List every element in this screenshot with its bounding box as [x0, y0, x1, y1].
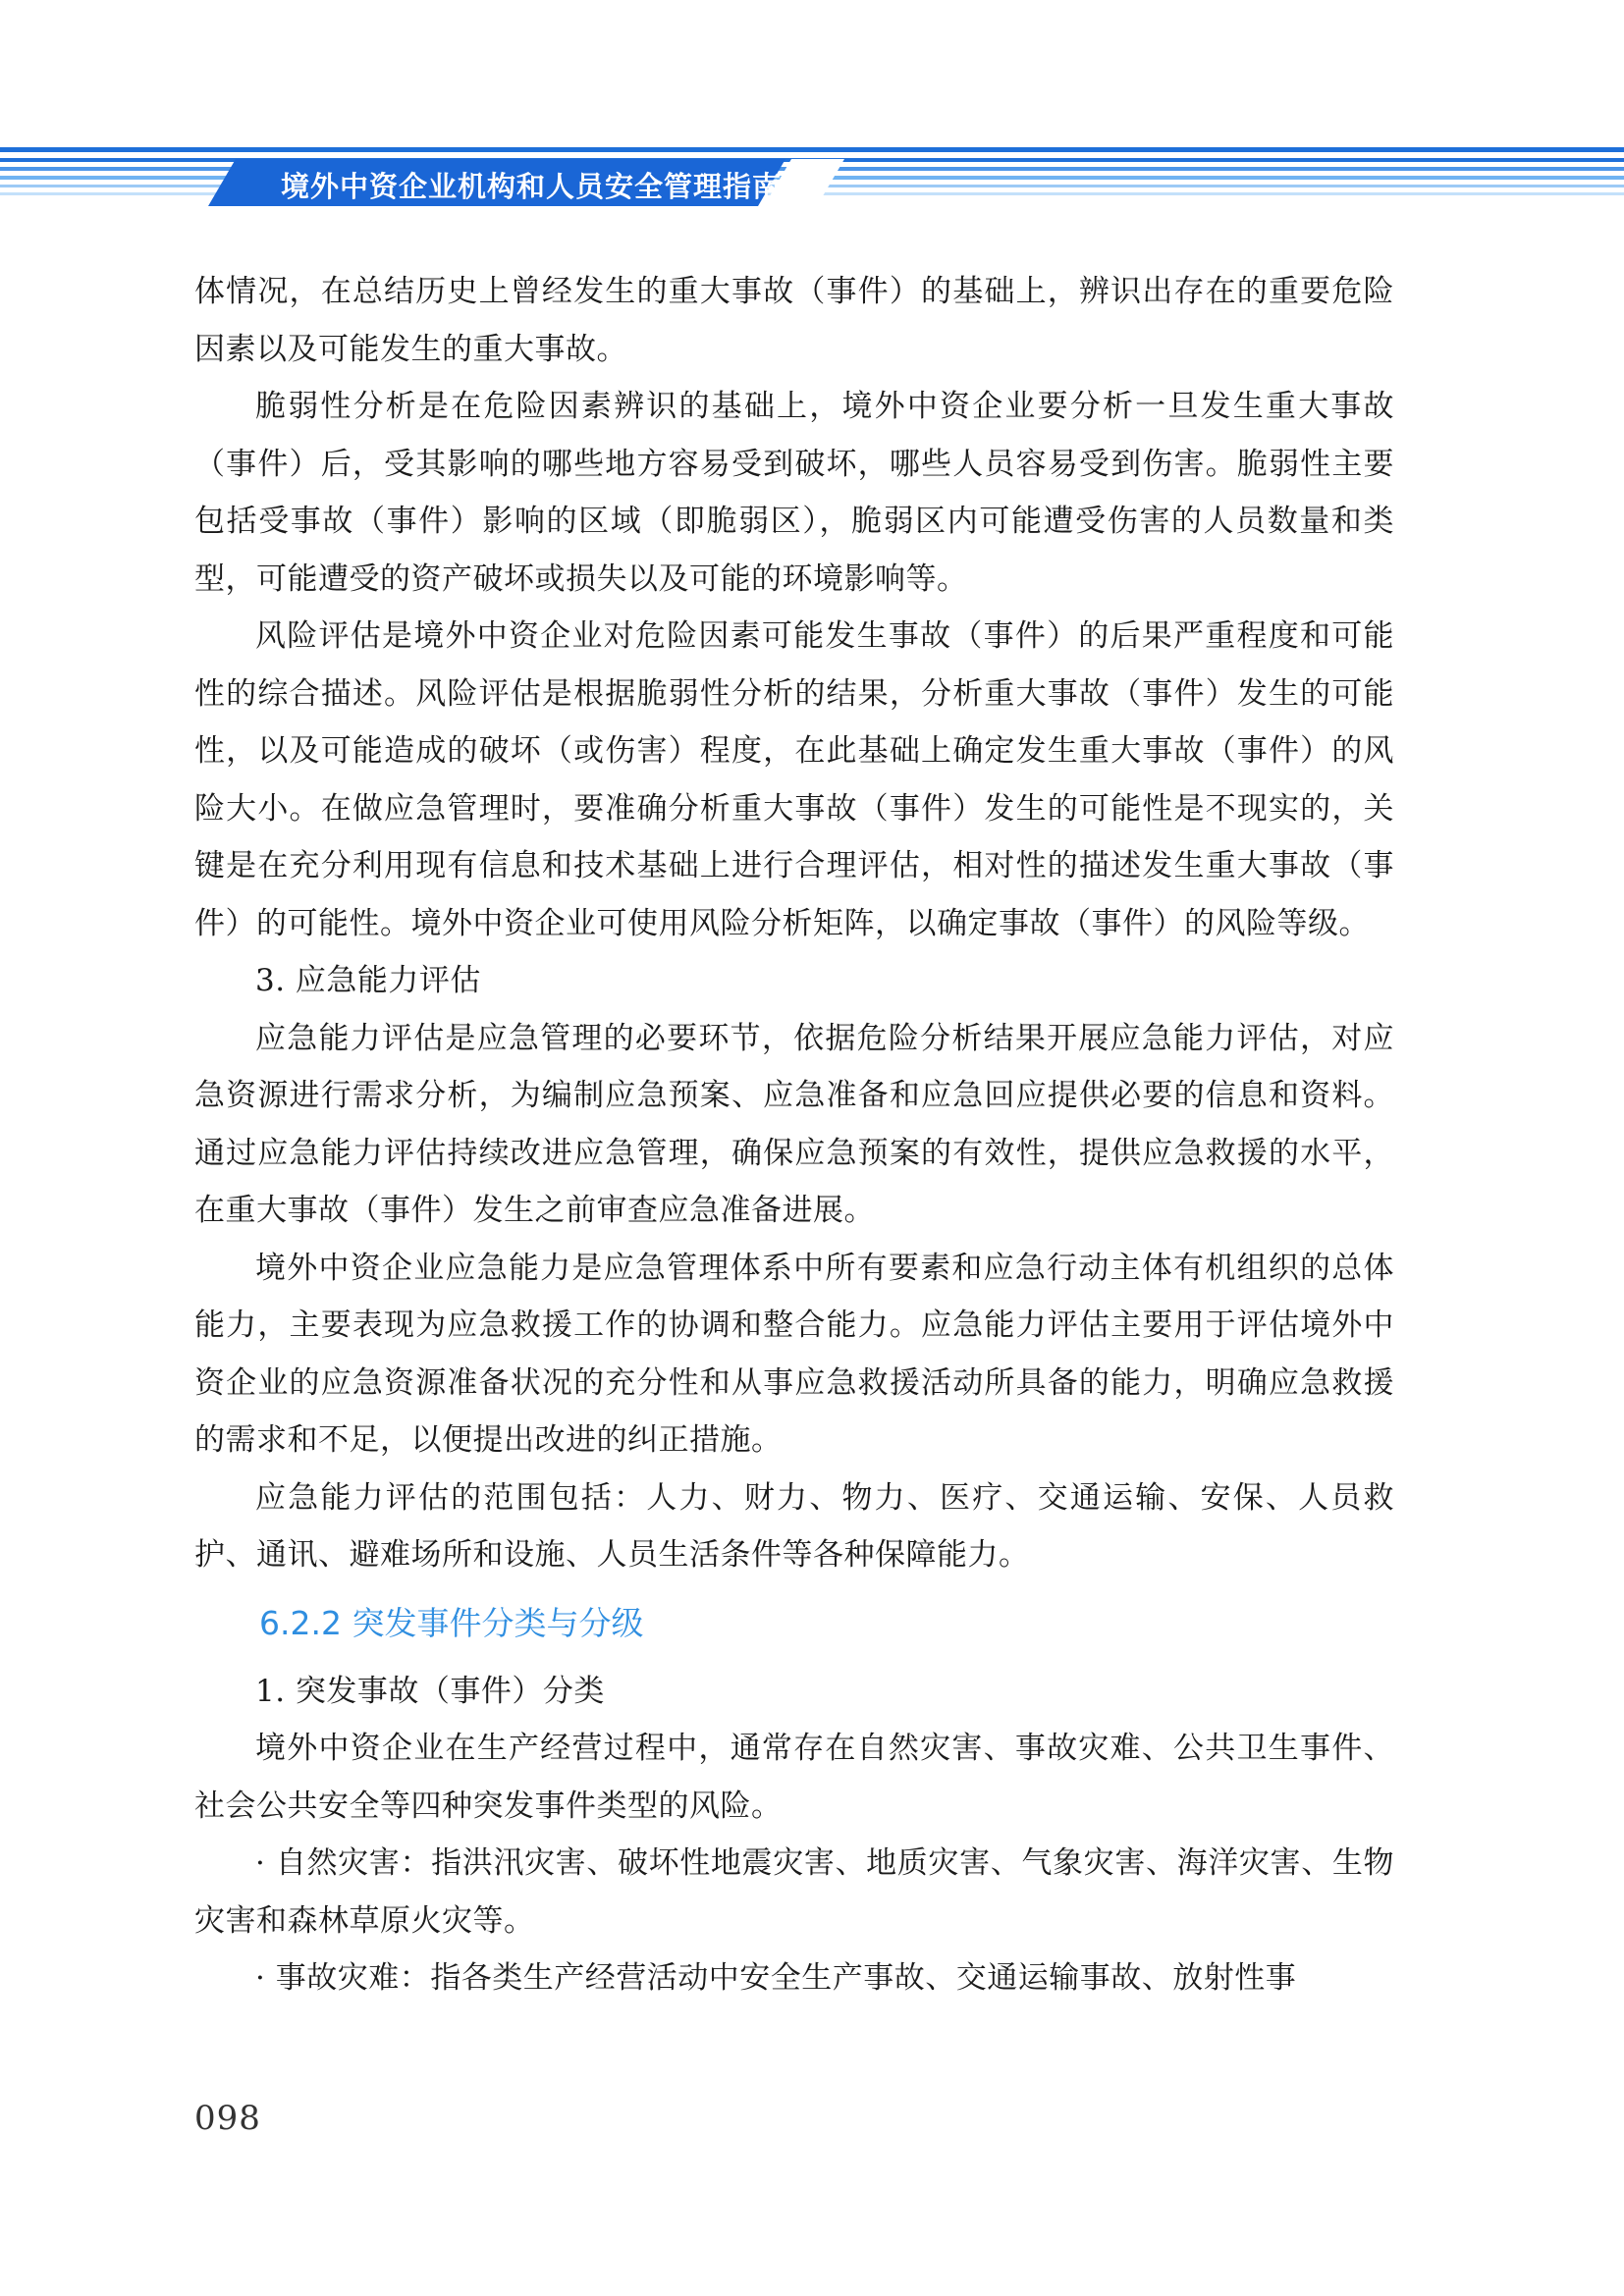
- paragraph: 境外中资企业在生产经营过程中，通常存在自然灾害、事故灾难、公共卫生事件、社会公共安全等四种突发事件类型的风险。: [194, 1731, 1394, 1824]
- paragraph: 应急能力评估的范围包括：人力、财力、物力、医疗、交通运输、安保、人员救护、通讯、避难场所和设施、人员生活条件等各种保障能力。: [194, 1479, 1394, 1573]
- book-title: 境外中资企业机构和人员安全管理指南: [281, 170, 783, 203]
- paragraph: 体情况，在总结历史上曾经发生的重大事故（事件）的基础上，辨识出存在的重要危险因素以及可能发生的重大事故。: [194, 274, 1394, 367]
- page-body: [194, 263, 1394, 2007]
- header-band: [0, 145, 1624, 206]
- paragraph: 应急能力评估是应急管理的必要环节，依据危险分析结果开展应急能力评估，对应急资源进行需求分析，为编制应急预案、应急准备和应急回应提供必要的信息和资料。通过应急能力评估持续改进应急管理，确保应急预案的有效性，提供应急救援的水平，在重大事故（事件）发生之前审查应急准备进展。: [194, 1020, 1394, 1228]
- section-heading: 6.2.2 突发事件分类与分级: [259, 1603, 644, 1642]
- paragraph: 境外中资企业应急能力是应急管理体系中所有要素和应急行动主体有机组织的总体能力，主要表现为应急救援工作的协调和整合能力。应急能力评估主要用于评估境外中资企业的应急资源准备状况的充分性和从事应急救援活动所具备的能力，明确应急救援的需求和不足，以便提出改进的纠正措施。: [194, 1250, 1394, 1458]
- subheading: 1. 突发事故（事件）分类: [255, 1673, 605, 1709]
- subheading: 3. 应急能力评估: [255, 963, 481, 998]
- bullet-item: · 自然灾害：指洪汛灾害、破坏性地震灾害、地质灾害、气象灾害、海洋灾害、生物灾害和森林草原火灾等。: [194, 1845, 1394, 1939]
- paragraph: 脆弱性分析是在危险因素辨识的基础上，境外中资企业要分析一旦发生重大事故（事件）后，受其影响的哪些地方容易受到破坏，哪些人员容易受到伤害。脆弱性主要包括受事故（事件）影响的区域（即脆弱区），脆弱区内可能遭受伤害的人员数量和类型，可能遭受的资产破坏或损失以及可能的环境影响等。: [194, 389, 1394, 597]
- paragraph: 风险评估是境外中资企业对危险因素可能发生事故（事件）的后果严重程度和可能性的综合描述。风险评估是根据脆弱性分析的结果，分析重大事故（事件）发生的可能性，以及可能造成的破坏（或伤害）程度，在此基础上确定发生重大事故（事件）的风险大小。在做应急管理时，要准确分析重大事故（事件）发生的可能性是不现实的，关键是在充分利用现有信息和技术基础上进行合理评估，相对性的描述发生重大事故（事件）的可能性。境外中资企业可使用风险分析矩阵，以确定事故（事件）的风险等级。: [194, 618, 1394, 941]
- page-number: 098: [194, 2099, 261, 2138]
- bullet-item: · 事故灾难：指各类生产经营活动中安全生产事故、交通运输事故、放射性事: [255, 1960, 1297, 1996]
- header-stripes: [0, 145, 1624, 206]
